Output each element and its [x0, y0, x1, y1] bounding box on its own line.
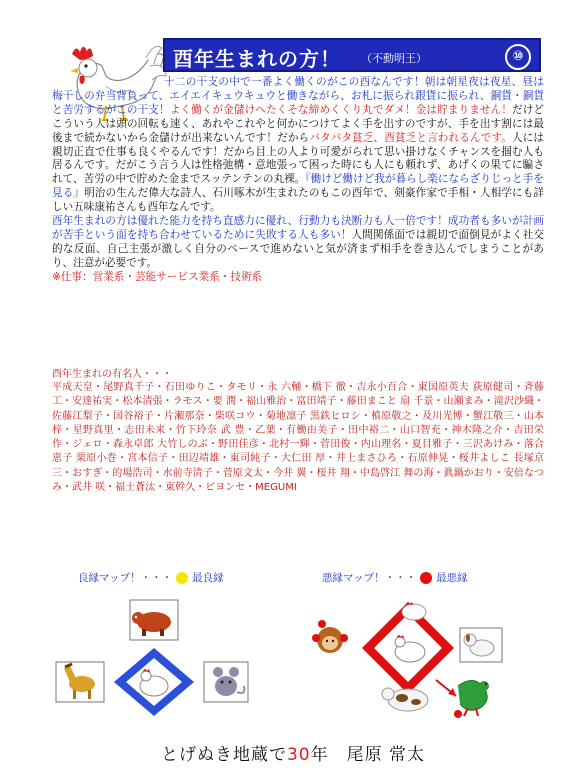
bad-map-title: 悪縁マップ！・・・	[322, 572, 417, 584]
bad-marker-icon	[454, 710, 462, 718]
bad-map-label	[322, 570, 468, 585]
good-map-title: 良縁マップ！・・・	[78, 572, 173, 584]
arrow-head-icon	[448, 688, 456, 696]
page-title: 酉年生まれの方！	[173, 47, 341, 71]
dragon-icon	[458, 680, 489, 716]
good-map-legend: 最良縁	[192, 572, 224, 584]
bad-marker-icon	[318, 620, 326, 628]
monkey-icon	[312, 627, 348, 653]
bad-map-diagram	[308, 596, 508, 726]
famous-list: 平成天皇・尾野真千子・石田ゆりこ・タモリ・永 六輔・橋下 徹・吉永小百合・東国原英夫 荻原健司・斉藤 工・安達祐実・松本清張・ラモス・要 潤・福山雅治・富田靖子・藤田まこと 扇 千景・山瀬まみ・滝沢沙織・佐藤江梨子・国谷裕子・片瀬那奈・柴咲コウ・菊地凛子 黒鉄ヒロシ・槙原敬之・及川光博・蟹江敬三・山本 梓・星野真里・志田未来・竹下玲奈 武 豊・乙葉・有働由美子・田中裕二・山口智充・神木隆之介・吉田栄作・ジェロ・森永卓郎 大竹しのぶ・野田佳彦・北村一輝・菅田俊・内山理名・夏目雅子・三沢あけみ・落合恵子 栗原小巻・宮本信子・田辺靖雄・東司純子・大仁田 厚・井上まさひろ・石原伸晃・桜井よしこ 長塚京三・おすぎ・的場浩司・水前寺清子・菅原文太・今井 翼・桜井 翔・中島啓江 舞の海・眞鍋かおり・安倍なつみ・武井 咲・福士蒼汰・東幹久・ピヨンセ・MEGUMI	[52, 382, 544, 494]
body-intro: 十二の干支の中で一番よく働くのがこの酉なんです！朝は朝星夜は夜星、昼は梅干しの弁当背負って、エイエイキュウキュウと働きながら、お札に振られ銀貨に振られ、銅貨・銅貨と苦労するがこの干支！	[52, 76, 544, 116]
famous-title: 酉年生まれの有名人・・・	[52, 369, 172, 380]
good-map-label	[78, 570, 224, 585]
bad-map-legend: 最悪縁	[436, 572, 468, 584]
page-subtitle: （不動明王）	[361, 52, 427, 65]
work-line: ※仕事：営業系・芸能サービス業系・技術系	[52, 270, 263, 283]
page-number: ⑩	[505, 44, 531, 70]
good-map-diagram	[54, 596, 254, 726]
body-poem: 『働けど働けど我が暮らし楽にならざりじっと手を見る』	[52, 173, 545, 200]
footer-years: 30	[286, 745, 311, 765]
body-text-3: 明治の生んだ偉大な詩人、石川啄木が生まれたのもこの酉年で、剣豪作家で手相・人相学にも詳しい五味康祐さんも酉年なんです。	[52, 187, 544, 214]
body-text-4: 人間関係面では親切で面倒見がよく社交的な反面、自己主張が激しく自分のペースで進めないと気が済まず相手を巻き込んでしまうことがあり、注意が必要です。	[52, 228, 545, 269]
footer-text-after: 年 尾原 常太	[310, 745, 426, 765]
cow-icon	[382, 688, 428, 711]
body-text	[52, 76, 544, 285]
body-ability: 酉年生まれの方は優れた能力を持ち直感力に優れ、行動力も決断力も人一倍です！成功者も多いが計画が苦手という面を持ち合わせているために失敗する人も多い！	[52, 215, 544, 241]
good-dot-icon	[176, 572, 188, 584]
title-banner	[163, 38, 541, 72]
footer	[0, 740, 586, 765]
body-text-2: 人には親切正直で仕事も良くやるんです！だから目上の人より可愛がられて思い掛けなくチャンスを掴む人も居るんです。だがこう言う人は性格弛構・意地張って困った時にも人にも頼れず、あげくの果てに騙されて、苦労の中で貯めた金までスッテンテンの丸裸。	[52, 131, 545, 186]
footer-text-before: とげぬき地蔵で	[160, 745, 287, 765]
bad-dot-icon	[420, 572, 432, 584]
body-text-1: だけどこういう人は頭の回転も速く、あれやこれやと何かにつけてよく手を出すのですが、手を出す割には最後まで続かないから金儲けが出来ないんです！だから	[52, 103, 545, 144]
body-poverty: バタバタ貧乏、酉貧乏と言われるんです。	[309, 131, 512, 144]
body-warning: よく働くが金儲けへたくそな締めくくり丸でダメ！金は貯まりません！	[169, 103, 513, 116]
